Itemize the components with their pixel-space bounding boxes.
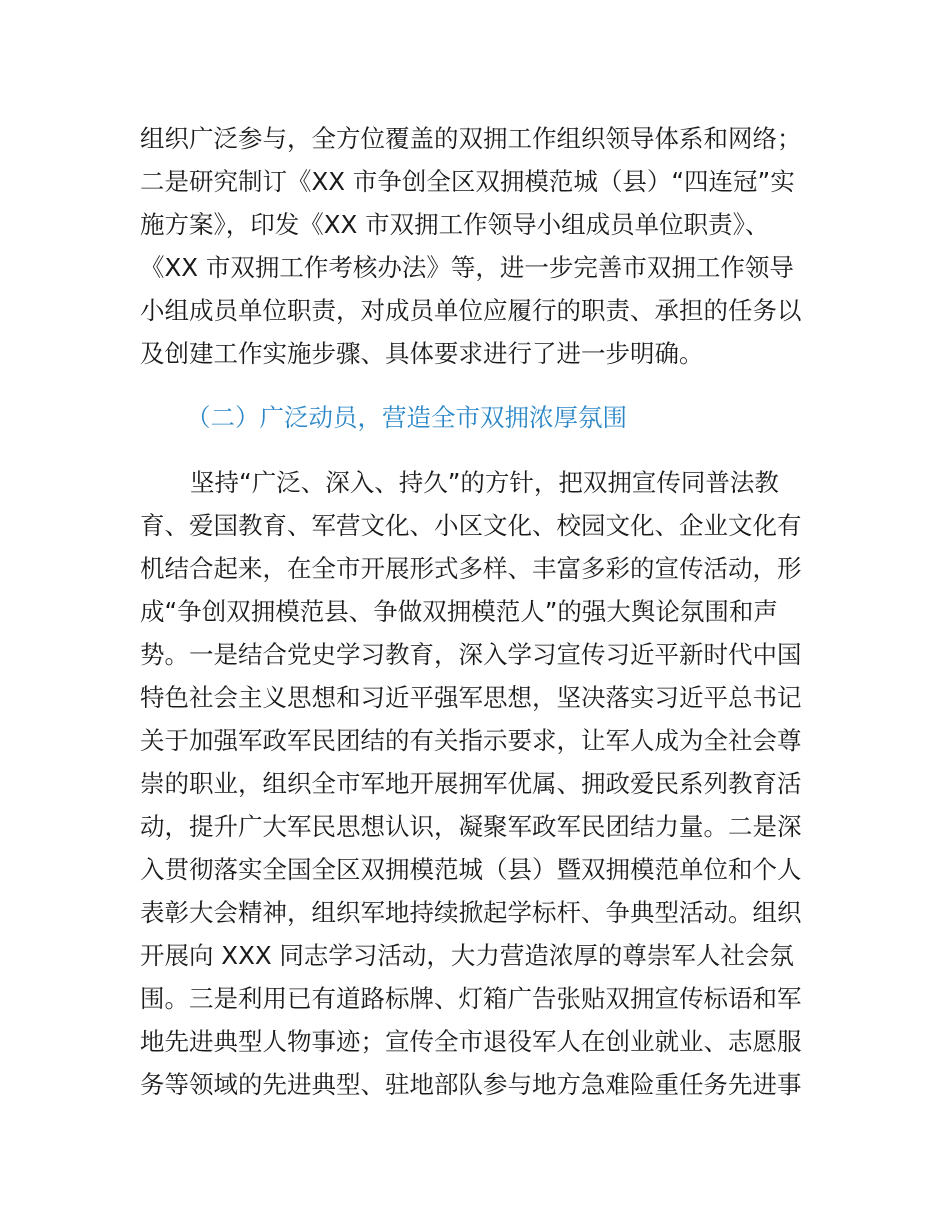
paragraph2-line: 开展向 XXX 同志学习活动，大力营造浓厚的尊崇军人社会氛 — [140, 941, 794, 970]
paragraph2-line: 围。三是利用已有道路标牌、灯箱广告张贴双拥宣传标语和军 — [140, 984, 802, 1013]
paragraph2-line: 机结合起来，在全市开展形式多样、丰富多彩的宣传活动，形 — [140, 554, 802, 583]
paragraph2-line: 坚持“广泛、深入、持久”的方针，把双拥宣传同普法教 — [190, 468, 779, 497]
paragraph2-line: 关于加强军政军民团结的有关指示要求，让军人成为全社会尊 — [140, 726, 802, 755]
paragraph1-line: 二是研究制订《XX 市争创全区双拥模范城（县）“四连冠”实 — [140, 167, 795, 196]
section-heading: （二）广泛动员，营造全市双拥浓厚氛围 — [186, 403, 627, 432]
paragraph1-line: 及创建工作实施步骤、具体要求进行了进一步明确。 — [140, 339, 704, 368]
paragraph2-line: 崇的职业，组织全市军地开展拥军优属、拥政爱民系列教育活 — [140, 769, 802, 798]
paragraph2-line: 动，提升广大军民思想认识，凝聚军政军民团结力量。二是深 — [140, 812, 802, 841]
paragraph2-line: 务等领域的先进典型、驻地部队参与地方急难险重任务先进事 — [140, 1070, 802, 1099]
paragraph2-line: 势。一是结合党史学习教育，深入学习宣传习近平新时代中国 — [140, 640, 802, 669]
paragraph2-line: 表彰大会精神，组织军地持续掀起学标杆、争典型活动。组织 — [140, 898, 802, 927]
paragraph2-line: 特色社会主义思想和习近平强军思想，坚决落实习近平总书记 — [140, 683, 802, 712]
paragraph1-line: 施方案》，印发《XX 市双拥工作领导小组成员单位职责》、 — [140, 210, 770, 239]
paragraph1-line: 组织广泛参与，全方位覆盖的双拥工作组织领导体系和网络； — [140, 124, 802, 153]
paragraph2-line: 成“争创双拥模范县、争做双拥模范人”的强大舆论氛围和声 — [140, 597, 778, 626]
paragraph2-line: 入贯彻落实全国全区双拥模范城（县）暨双拥模范单位和个人 — [140, 855, 802, 884]
paragraph1-line: 小组成员单位职责，对成员单位应履行的职责、承担的任务以 — [140, 296, 802, 325]
paragraph2-line: 育、爱国教育、军营文化、小区文化、校园文化、企业文化有 — [140, 511, 802, 540]
paragraph1-line: 《XX 市双拥工作考核办法》等，进一步完善市双拥工作领导 — [140, 253, 794, 282]
paragraph2-line: 地先进典型人物事迹；宣传全市退役军人在创业就业、志愿服 — [140, 1027, 802, 1056]
